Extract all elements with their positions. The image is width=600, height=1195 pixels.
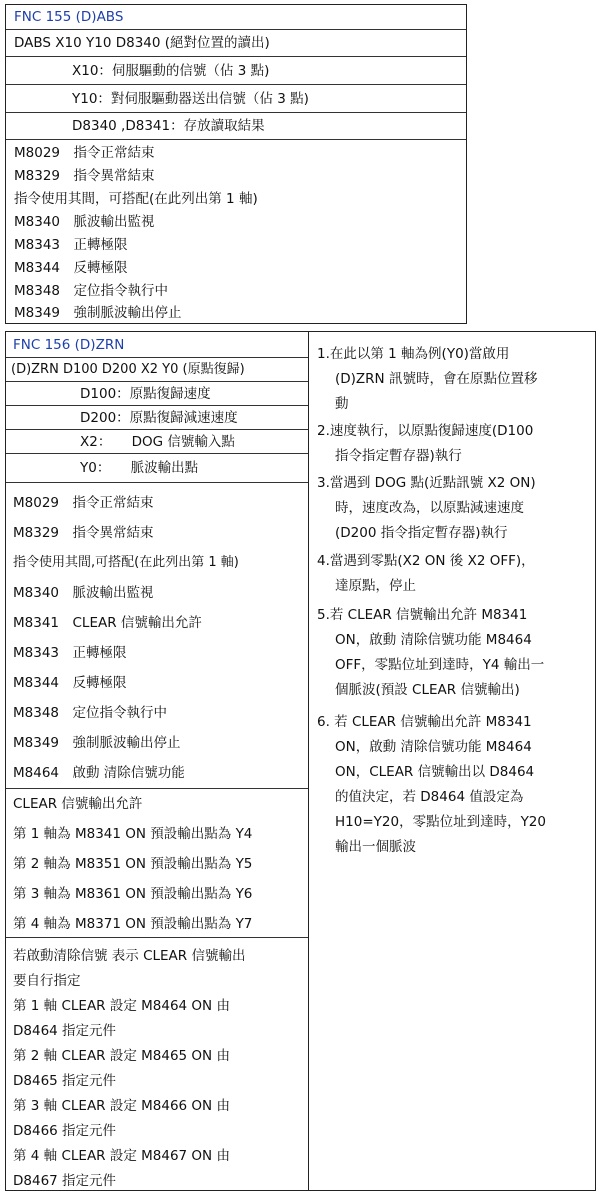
fnc156-title: FNC 156 (D)ZRN: [13, 337, 125, 353]
fnc156-flag: M8349 強制脈波輸出停止: [13, 735, 181, 751]
fnc156-custom-line: 若啟動清除信號 表示 CLEAR 信號輸出: [13, 948, 246, 964]
divider: [6, 788, 308, 789]
fnc156-custom-line: D8465 指定元件: [13, 1073, 117, 1089]
fnc156-param: D100：原點復歸速度: [80, 386, 211, 402]
fnc155-param: X10：伺服驅動的信號（佔 3 點): [72, 63, 270, 79]
fnc156-flag: M8348 定位指令執行中: [13, 705, 168, 721]
note-line: 1.在此以第 1 軸為例(Y0)當啟用: [317, 346, 510, 362]
fnc156-flag: M8343 正轉極限: [13, 645, 127, 661]
fnc156-custom-line: D8466 指定元件: [13, 1123, 117, 1139]
fnc156-table: [5, 331, 309, 1191]
fnc156-custom-line: 第 1 軸 CLEAR 設定 M8464 ON 由: [13, 998, 230, 1014]
fnc155-table: [5, 4, 467, 324]
fnc156-clear-line: 第 1 軸為 M8341 ON 預設輸出點為 Y4: [13, 826, 253, 842]
fnc155-flag: 指令使用其間，可搭配(在此列出第 1 軸): [14, 191, 258, 207]
fnc155-flag: M8343 正轉極限: [14, 237, 128, 253]
fnc156-custom-line: 第 4 軸 CLEAR 設定 M8467 ON 由: [13, 1148, 230, 1164]
fnc156-custom-line: D8464 指定元件: [13, 1023, 117, 1039]
fnc156-syntax-row: [6, 358, 308, 382]
fnc156-param: Y0： 脈波輸出點: [80, 460, 199, 476]
fnc155-param-row: [6, 85, 466, 113]
fnc156-param: D200：原點復歸減速速度: [80, 410, 238, 426]
fnc156-custom-line: D8467 指定元件: [13, 1173, 117, 1189]
note-line: 指令指定暫存器)執行: [335, 448, 462, 464]
fnc156-param-row: [6, 382, 308, 406]
note-line: (D200 指令指定暫存器)執行: [335, 525, 508, 541]
note-line: OFF，零點位址到達時，Y4 輸出一: [335, 657, 545, 673]
note-line: 的值決定，若 D8464 值設定為: [335, 789, 524, 805]
fnc156-notes: [308, 331, 596, 1191]
fnc156-flag: M8341 CLEAR 信號輸出允許: [13, 615, 202, 631]
fnc156-syntax: (D)ZRN D100 D200 X2 Y0 (原點復歸): [11, 362, 245, 377]
fnc156-clear-line: 第 3 軸為 M8361 ON 預設輸出點為 Y6: [13, 886, 253, 902]
fnc156-flag: M8464 啟動 清除信號功能: [13, 765, 185, 781]
note-line: ON，啟動 清除信號功能 M8464: [335, 632, 532, 648]
fnc155-flag: M8349 強制脈波輸出停止: [14, 305, 182, 321]
fnc156-clear-line: CLEAR 信號輸出允許: [13, 796, 143, 812]
fnc155-flag: M8029 指令正常結束: [14, 145, 155, 161]
note-line: 達原點，停止: [335, 578, 416, 594]
fnc155-flag: M8340 脈波輸出監視: [14, 214, 155, 230]
note-line: 輸出一個脈波: [335, 839, 416, 855]
fnc155-param: Y10：對伺服驅動器送出信號（佔 3 點): [72, 91, 309, 107]
note-line: H10=Y20，零點位址到達時，Y20: [335, 814, 546, 830]
fnc156-param-row: [6, 406, 308, 430]
fnc156-flag: M8329 指令異常結束: [13, 525, 154, 541]
note-line: (D)ZRN 訊號時，會在原點位置移: [335, 371, 538, 387]
fnc156-custom-line: 第 2 軸 CLEAR 設定 M8465 ON 由: [13, 1048, 230, 1064]
note-line: 時，速度改為，以原點減速速度: [335, 500, 524, 516]
fnc156-title-row: [6, 332, 308, 358]
fnc156-flag: M8029 指令正常結束: [13, 495, 154, 511]
fnc155-title: FNC 155 (D)ABS: [14, 9, 124, 25]
note-line: 5.若 CLEAR 信號輸出允許 M8341: [317, 607, 528, 623]
fnc155-flag: M8329 指令異常結束: [14, 168, 155, 184]
fnc156-param-row: [6, 454, 308, 483]
note-line: 個脈波(預設 CLEAR 信號輸出): [335, 682, 520, 698]
divider: [6, 937, 308, 938]
fnc155-syntax: DABS X10 Y10 D8340 (絕對位置的讀出): [14, 35, 270, 51]
fnc156-clear-line: 第 2 軸為 M8351 ON 預設輸出點為 Y5: [13, 856, 253, 872]
fnc155-param-row: [6, 113, 466, 140]
fnc155-syntax-row: [6, 30, 466, 57]
fnc156-param-row: [6, 430, 308, 454]
note-line: 動: [335, 396, 349, 412]
fnc156-flag: 指令使用其間,可搭配(在此列出第 1 軸): [13, 555, 239, 570]
fnc155-param-row: [6, 57, 466, 85]
fnc156-custom-line: 第 3 軸 CLEAR 設定 M8466 ON 由: [13, 1098, 230, 1114]
note-line: 6. 若 CLEAR 信號輸出允許 M8341: [317, 714, 532, 730]
fnc156-param: X2： DOG 信號輸入點: [80, 434, 235, 450]
note-line: ON，啟動 清除信號功能 M8464: [335, 739, 532, 755]
fnc156-clear-line: 第 4 軸為 M8371 ON 預設輸出點為 Y7: [13, 916, 253, 932]
note-line: ON，CLEAR 信號輸出以 D8464: [335, 764, 535, 780]
fnc156-flag: M8344 反轉極限: [13, 675, 127, 691]
note-line: 3.當遇到 DOG 點(近點訊號 X2 ON): [317, 475, 536, 491]
note-line: 4.當遇到零點(X2 ON 後 X2 OFF)，: [317, 553, 535, 569]
fnc155-title-row: [6, 5, 466, 30]
fnc155-flag: M8344 反轉極限: [14, 260, 128, 276]
fnc156-flag: M8340 脈波輸出監視: [13, 585, 154, 601]
fnc155-param: D8340 ,D8341：存放讀取結果: [72, 118, 265, 134]
fnc155-flag: M8348 定位指令執行中: [14, 283, 169, 299]
fnc156-custom-line: 要自行指定: [13, 973, 81, 989]
note-line: 2.速度執行，以原點復歸速度(D100: [317, 423, 534, 439]
